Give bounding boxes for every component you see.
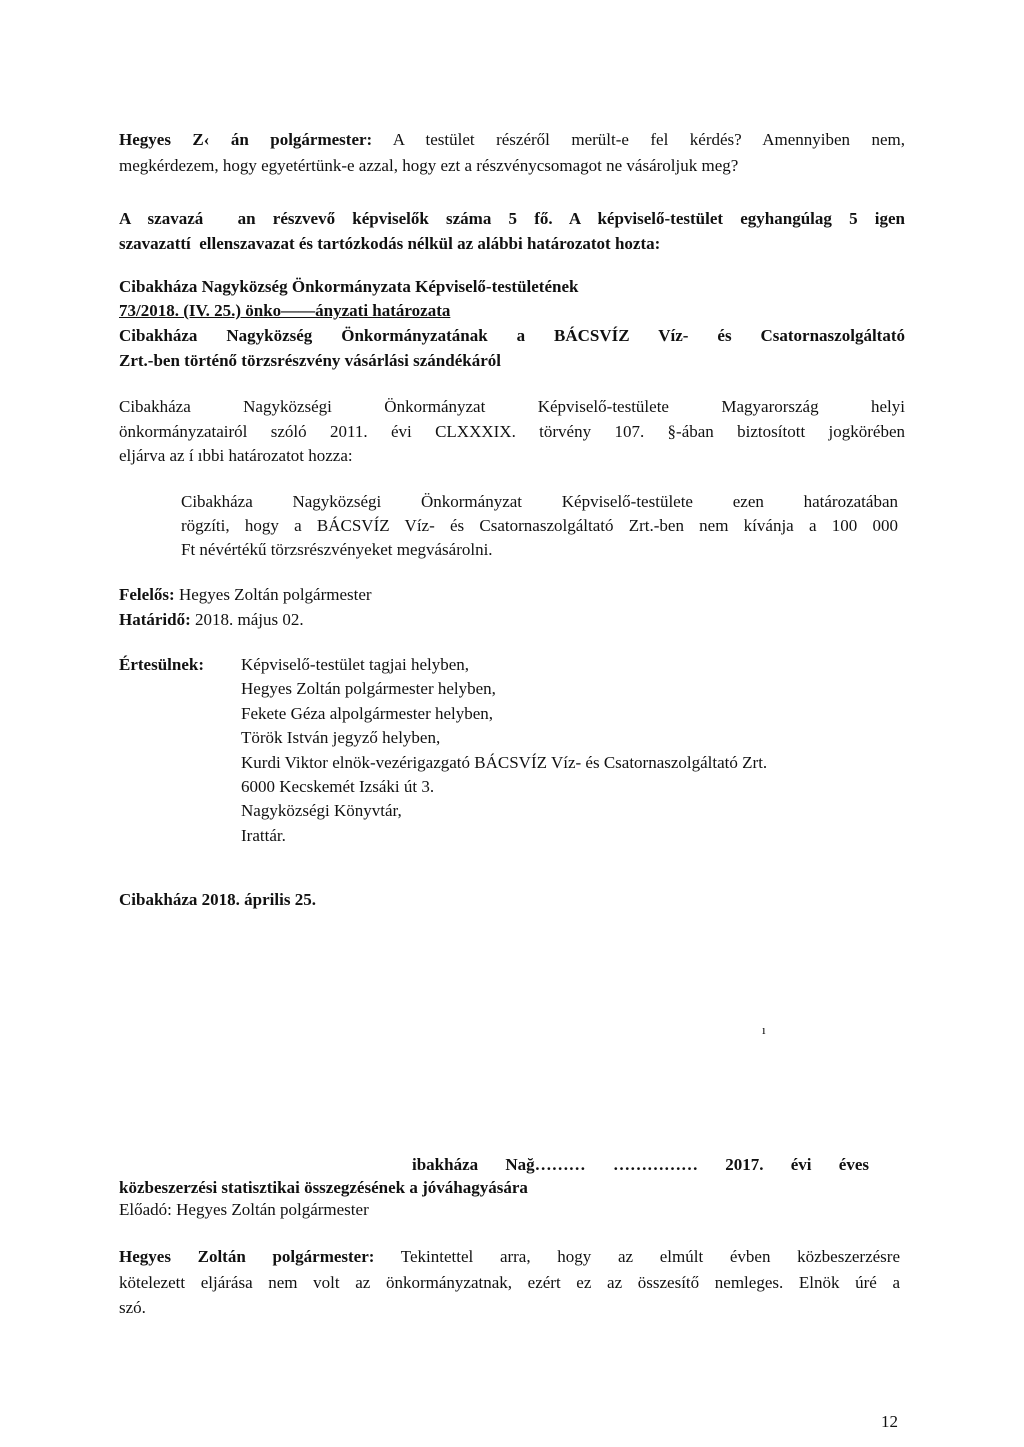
stray-mark: ı	[762, 1022, 766, 1037]
decision-line1: Cibakháza Nagyközségi Önkormányzat Képviselő-testülete ezen határozatában	[181, 492, 898, 511]
recipient-item: Fekete Géza alpolgármester helyben,	[241, 703, 494, 723]
resolution-subject-line1: Cibakháza Nagyközség Önkormányzatának a BÁCSVÍZ Víz- és Csatornaszolgáltató	[119, 326, 905, 345]
preamble-line1: Cibakháza Nagyközségi Önkormányzat Képviselő-testülete Magyarország helyi	[119, 397, 905, 416]
deadline-label: Határidő:	[119, 610, 191, 629]
recipient-item: Nagyközségi Könyvtár,	[241, 801, 402, 821]
notify-label: Értesülnek:	[119, 655, 204, 674]
mayor-question-line1	[119, 128, 905, 151]
recipient-item: Hegyes Zoltán polgármester helyben,	[241, 679, 496, 699]
recipient-item: Képviselő-testület tagjai helyben,	[241, 655, 470, 674]
deadline-row	[119, 608, 304, 631]
preamble-line3: eljárva az í ıbbi határozatot hozza:	[119, 446, 353, 465]
speaker-label: Hegyes Zoltán polgármester:	[119, 1247, 375, 1266]
vote-result-line1: A szavazá an részvevő képviselők száma 5 fő. A képviselő-testület egyhangúlag 5 igen	[119, 209, 905, 228]
agenda-line2: közbeszerzési statisztikai összegzésének a jóváhagyására	[119, 1178, 528, 1197]
decision-line2: rögzíti, hogy a BÁCSVÍZ Víz- és Csatornaszolgáltató Zrt.-ben nem kívánja a 100 000	[181, 516, 898, 535]
place-date: Cibakháza 2018. április 25.	[119, 890, 316, 909]
mayor-question-line2: megkérdezem, hogy egyetértünk-e azzal, hogy ezt a részvénycsomagot ne vásároljuk meg?	[119, 156, 739, 175]
vote-result-line2: szavazattí ellenszavazat és tartózkodás nélkül az alábbi határozatot hozta:	[119, 234, 661, 253]
recipient-item: Török István jegyző helyben,	[241, 728, 441, 748]
deadline-value: 2018. május 02.	[190, 610, 304, 629]
resolution-subject-line2: Zrt.-ben történő törzsrészvény vásárlási szándékáról	[119, 351, 501, 370]
agenda-presenter: Előadó: Hegyes Zoltán polgármester	[119, 1200, 369, 1219]
mayor-statement-line1	[119, 1245, 900, 1268]
resolution-heading: Cibakháza Nagyközség Önkormányzata Képviselő-testületének	[119, 277, 579, 296]
recipient-item: Irattár.	[241, 825, 286, 845]
question-text: A testület részéről merült-e fel kérdés? Amennyiben nem,	[372, 130, 905, 149]
agenda-line1: ibakháza Nağ……… …………… 2017. évi éves	[412, 1155, 869, 1174]
recipient-item: Kurdi Viktor elnök-vezérigazgató BÁCSVÍZ Víz- és Csatornaszolgáltató Zrt.	[241, 752, 768, 772]
responsible-row	[119, 583, 372, 606]
mayor-statement-line3: szó.	[119, 1298, 146, 1317]
resolution-number: 73/2018. (IV. 25.) önko——ányzati határozata	[119, 301, 451, 320]
responsible-value: Hegyes Zoltán polgármester	[174, 585, 372, 604]
responsible-label: Felelős:	[119, 585, 175, 604]
preamble-line2: önkormányzatairól szóló 2011. évi CLXXXIX. törvény 107. §-ában biztosított jogkörében	[119, 422, 905, 441]
statement-text: Tekintettel arra, hogy az elmúlt évben közbeszerzésre	[374, 1247, 900, 1266]
page-number: 12	[881, 1412, 898, 1431]
speaker-label: Hegyes Z‹ án polgármester:	[119, 130, 373, 149]
recipient-list	[241, 653, 767, 848]
recipient-item: 6000 Kecskemét Izsáki út 3.	[241, 777, 435, 797]
mayor-statement-line2: kötelezett eljárása nem volt az önkormányzatnak, ezért ez az összesítő nemleges. Elnök úré a	[119, 1273, 900, 1292]
decision-line3: Ft névértékű törzsrészvényeket megvásárolni.	[181, 540, 493, 559]
